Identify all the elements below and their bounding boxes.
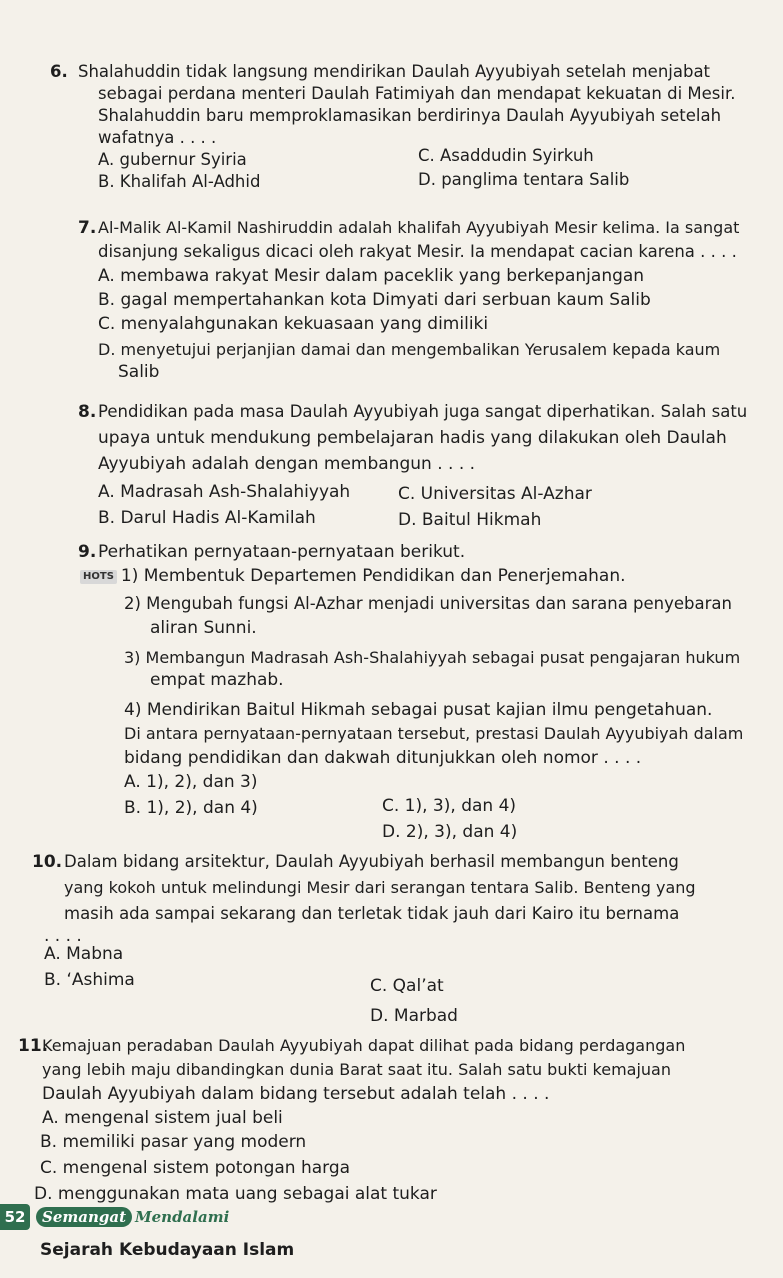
option-d: D. panglima tentara Salib bbox=[418, 170, 630, 189]
question-text-line: yang lebih maju dibandingkan dunia Barat saat itu. Salah satu bukti kemajuan bbox=[42, 1060, 671, 1079]
option-b: B. Khalifah Al-Adhid bbox=[98, 172, 261, 191]
page-number: 52 bbox=[0, 1204, 30, 1230]
option-d: D. menyetujui perjanjian damai dan mengembalikan Yerusalem kepada kaum bbox=[98, 340, 721, 359]
question-text-line: Kemajuan peradaban Daulah Ayyubiyah dapat dilihat pada bidang perdagangan bbox=[42, 1036, 686, 1055]
option-c: C. Universitas Al-Azhar bbox=[398, 484, 592, 504]
question-text-line: disanjung sekaligus dicaci oleh rakyat Mesir. Ia mendapat cacian karena . . . . bbox=[98, 242, 737, 261]
statement-4: 4) Mendirikan Baitul Hikmah sebagai pusat kajian ilmu pengetahuan. bbox=[124, 700, 713, 720]
brand-label-a: Semangat bbox=[36, 1207, 132, 1227]
statement-2: 2) Mengubah fungsi Al-Azhar menjadi universitas dan sarana penyebaran bbox=[124, 594, 732, 613]
brand-label-b: Mendalami bbox=[135, 1208, 230, 1226]
question-text-line: Perhatikan pernyataan-pernyataan berikut. bbox=[98, 542, 466, 562]
statement-2-continued: aliran Sunni. bbox=[150, 618, 257, 638]
option-c: C. menyalahgunakan kekuasaan yang dimiliki bbox=[98, 314, 489, 334]
question-text-line: upaya untuk mendukung pembelajaran hadis yang dilakukan oleh Daulah bbox=[98, 428, 727, 448]
option-a: A. gubernur Syiria bbox=[98, 150, 247, 169]
question-text-line: . . . . bbox=[44, 926, 82, 946]
question-number: 8. bbox=[78, 402, 97, 422]
brand-logo bbox=[36, 1204, 229, 1230]
option-c: C. Asaddudin Syirkuh bbox=[418, 146, 594, 165]
option-b: B. memiliki pasar yang modern bbox=[40, 1132, 307, 1152]
question-text-line: Pendidikan pada masa Daulah Ayyubiyah juga sangat diperhatikan. Salah satu bbox=[98, 402, 748, 421]
option-d: D. 2), 3), dan 4) bbox=[382, 822, 518, 842]
option-a: A. 1), 2), dan 3) bbox=[124, 772, 258, 792]
statement-3: 3) Membangun Madrasah Ash-Shalahiyyah sebagai pusat pengajaran hukum bbox=[124, 648, 741, 667]
option-a: A. Mabna bbox=[44, 944, 124, 964]
option-c: C. Qal’at bbox=[370, 976, 444, 996]
question-text-line: Shalahuddin tidak langsung mendirikan Daulah Ayyubiyah setelah menjabat bbox=[78, 62, 711, 81]
statement-text: 1) Membentuk Departemen Pendidikan dan Penerjemahan. bbox=[120, 566, 626, 586]
option-c: C. 1), 3), dan 4) bbox=[382, 796, 517, 816]
question-text-line: Di antara pernyataan-pernyataan tersebut, prestasi Daulah Ayyubiyah dalam bbox=[124, 724, 744, 743]
option-d: D. Baitul Hikmah bbox=[398, 510, 542, 530]
question-number: 6. bbox=[50, 62, 68, 81]
question-text-line: Al-Malik Al-Kamil Nashiruddin adalah khalifah Ayyubiyah Mesir kelima. Ia sangat bbox=[98, 218, 740, 237]
question-text-line: wafatnya . . . . bbox=[98, 128, 217, 147]
question-number: 7. bbox=[78, 218, 97, 238]
option-b: B. 1), 2), dan 4) bbox=[124, 798, 258, 818]
question-text-line: sebagai perdana menteri Daulah Fatimiyah dan mendapat kekuatan di Mesir. bbox=[98, 84, 736, 103]
option-a: A. Madrasah Ash-Shalahiyyah bbox=[98, 482, 351, 502]
option-d: D. Marbad bbox=[370, 1006, 458, 1026]
hots-badge: HOTS bbox=[80, 570, 117, 584]
option-b: B. Darul Hadis Al-Kamilah bbox=[98, 508, 316, 528]
option-d: D. menggunakan mata uang sebagai alat tukar bbox=[34, 1184, 437, 1204]
book-title: Sejarah Kebudayaan Islam bbox=[40, 1240, 295, 1260]
question-text-line: Ayyubiyah adalah dengan membangun . . . . bbox=[98, 454, 476, 474]
question-text-line: Dalam bidang arsitektur, Daulah Ayyubiyah berhasil membangun benteng bbox=[64, 852, 679, 871]
statement-3-continued: empat mazhab. bbox=[150, 670, 284, 690]
option-b: B. ‘Ashima bbox=[44, 970, 135, 990]
question-number: 10. bbox=[32, 852, 63, 872]
option-c: C. mengenal sistem potongan harga bbox=[40, 1158, 351, 1178]
option-b: B. gagal mempertahankan kota Dimyati dari serbuan kaum Salib bbox=[98, 290, 651, 310]
question-text-line: yang kokoh untuk melindungi Mesir dari serangan tentara Salib. Benteng yang bbox=[64, 878, 696, 897]
question-text-line: masih ada sampai sekarang dan terletak tidak jauh dari Kairo itu bernama bbox=[64, 904, 680, 923]
question-number: 9. bbox=[78, 542, 97, 562]
question-number: 11. bbox=[18, 1036, 49, 1056]
statement-1 bbox=[80, 566, 626, 586]
option-a: A. membawa rakyat Mesir dalam paceklik yang berkepanjangan bbox=[98, 266, 645, 286]
question-text-line: bidang pendidikan dan dakwah ditunjukkan oleh nomor . . . . bbox=[124, 748, 642, 768]
question-text-line: Daulah Ayyubiyah dalam bidang tersebut adalah telah . . . . bbox=[42, 1084, 550, 1104]
option-d-continued: Salib bbox=[118, 362, 160, 382]
option-a: A. mengenal sistem jual beli bbox=[42, 1108, 283, 1128]
question-text-line: Shalahuddin baru memproklamasikan berdirinya Daulah Ayyubiyah setelah bbox=[98, 106, 722, 125]
